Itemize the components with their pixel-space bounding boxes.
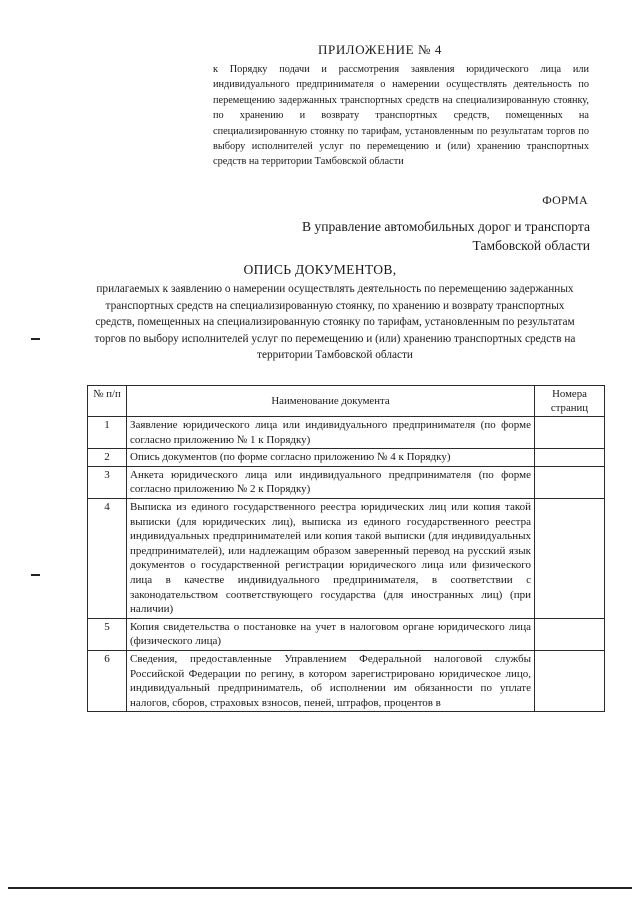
table-header-row (88, 386, 605, 417)
row-pages (535, 449, 605, 467)
row-pages (535, 618, 605, 650)
header-pages: Номера страниц (535, 386, 605, 417)
row-number: 6 (88, 650, 127, 711)
table-row (88, 466, 605, 498)
row-document-name: Выписка из единого государственного реестра юридических лиц или копия такой выписки (для юридических лиц), выписка из единого государственного реестра индивидуальных предпринимателей или копия такой выписки (для индивидуальных предпринимателей), или надлежащим образом заверенный перевод на русский язык документов о государственной регистрации юридического лица или физического лица в качестве индивидуального предпринимателя, в соответствии с законодательством соответствующего государства (для иностранных лиц) (при наличии) (127, 498, 535, 618)
row-pages (535, 417, 605, 449)
row-number: 4 (88, 498, 127, 618)
table-row (88, 618, 605, 650)
row-document-name: Копия свидетельства о постановке на учет в налоговом органе юридического лица (физического лица) (127, 618, 535, 650)
row-document-name: Анкета юридического лица или индивидуального предпринимателя (по форме согласно приложению № 2 к Порядку) (127, 466, 535, 498)
row-number: 5 (88, 618, 127, 650)
margin-mark (31, 338, 40, 340)
header-name: Наименование документа (127, 386, 535, 417)
document-title: ОПИСЬ ДОКУМЕНТОВ, (243, 262, 397, 277)
table-row (88, 449, 605, 467)
addressee (230, 217, 590, 255)
table-row (88, 650, 605, 711)
row-pages (535, 498, 605, 618)
annex-title: ПРИЛОЖЕНИЕ № 4 (318, 42, 442, 57)
header-number: № п/п (88, 386, 127, 417)
documents-table (87, 385, 605, 712)
row-number: 3 (88, 466, 127, 498)
table-row (88, 417, 605, 449)
addressee-line-1: В управление автомобильных дорог и транспорта (301, 219, 590, 234)
row-document-name: Заявление юридического лица или индивидуального предпринимателя (по форме согласно приложению № 1 к Порядку) (127, 417, 535, 449)
row-document-name: Сведения, предоставленные Управлением Федеральной налоговой службы Российской Федерации по регину, в котором зарегистрировано юридическое лицо, индивидуальный предприниматель, об исполнении им обязанности по уплате налогов, сборов, страховых взносов, пеней, штрафов, процентов в (127, 650, 535, 711)
row-number: 2 (88, 449, 127, 467)
row-number: 1 (88, 417, 127, 449)
bottom-divider (8, 887, 632, 889)
margin-mark (31, 574, 40, 576)
table-row (88, 498, 605, 618)
document-subtitle: прилагаемых к заявлению о намерении осуществлять деятельность по перемещению задержанных транспортных средств на специализированную стоянку, по хранению и возврату транспортных средств, помещенных на специализированную стоянку по тарифам, установленным по результатам торгов по выбору исполнителей услуг по перемещению и (или) хранению транспортных средств на территории Тамбовской области (94, 283, 576, 362)
row-document-name: Опись документов (по форме согласно приложению № 4 к Порядку) (127, 449, 535, 467)
annex-description: к Порядку подачи и рассмотрения заявления юридического лица или индивидуального предпринимателя о намерении осуществлять деятельность по перемещению задержанных транспортных средств на специализированную стоянку, по хранению и возврату транспортных средств, помещенных на специализированную стоянку по тарифам, установленным по результатам торгов по выбору исполнителей услуг по перемещению и (или) хранению транспортных средств на территории Тамбовской области (213, 64, 589, 168)
row-pages (535, 466, 605, 498)
form-label: ФОРМА (542, 193, 588, 207)
addressee-line-2: Тамбовской области (472, 238, 590, 253)
row-pages (535, 650, 605, 711)
